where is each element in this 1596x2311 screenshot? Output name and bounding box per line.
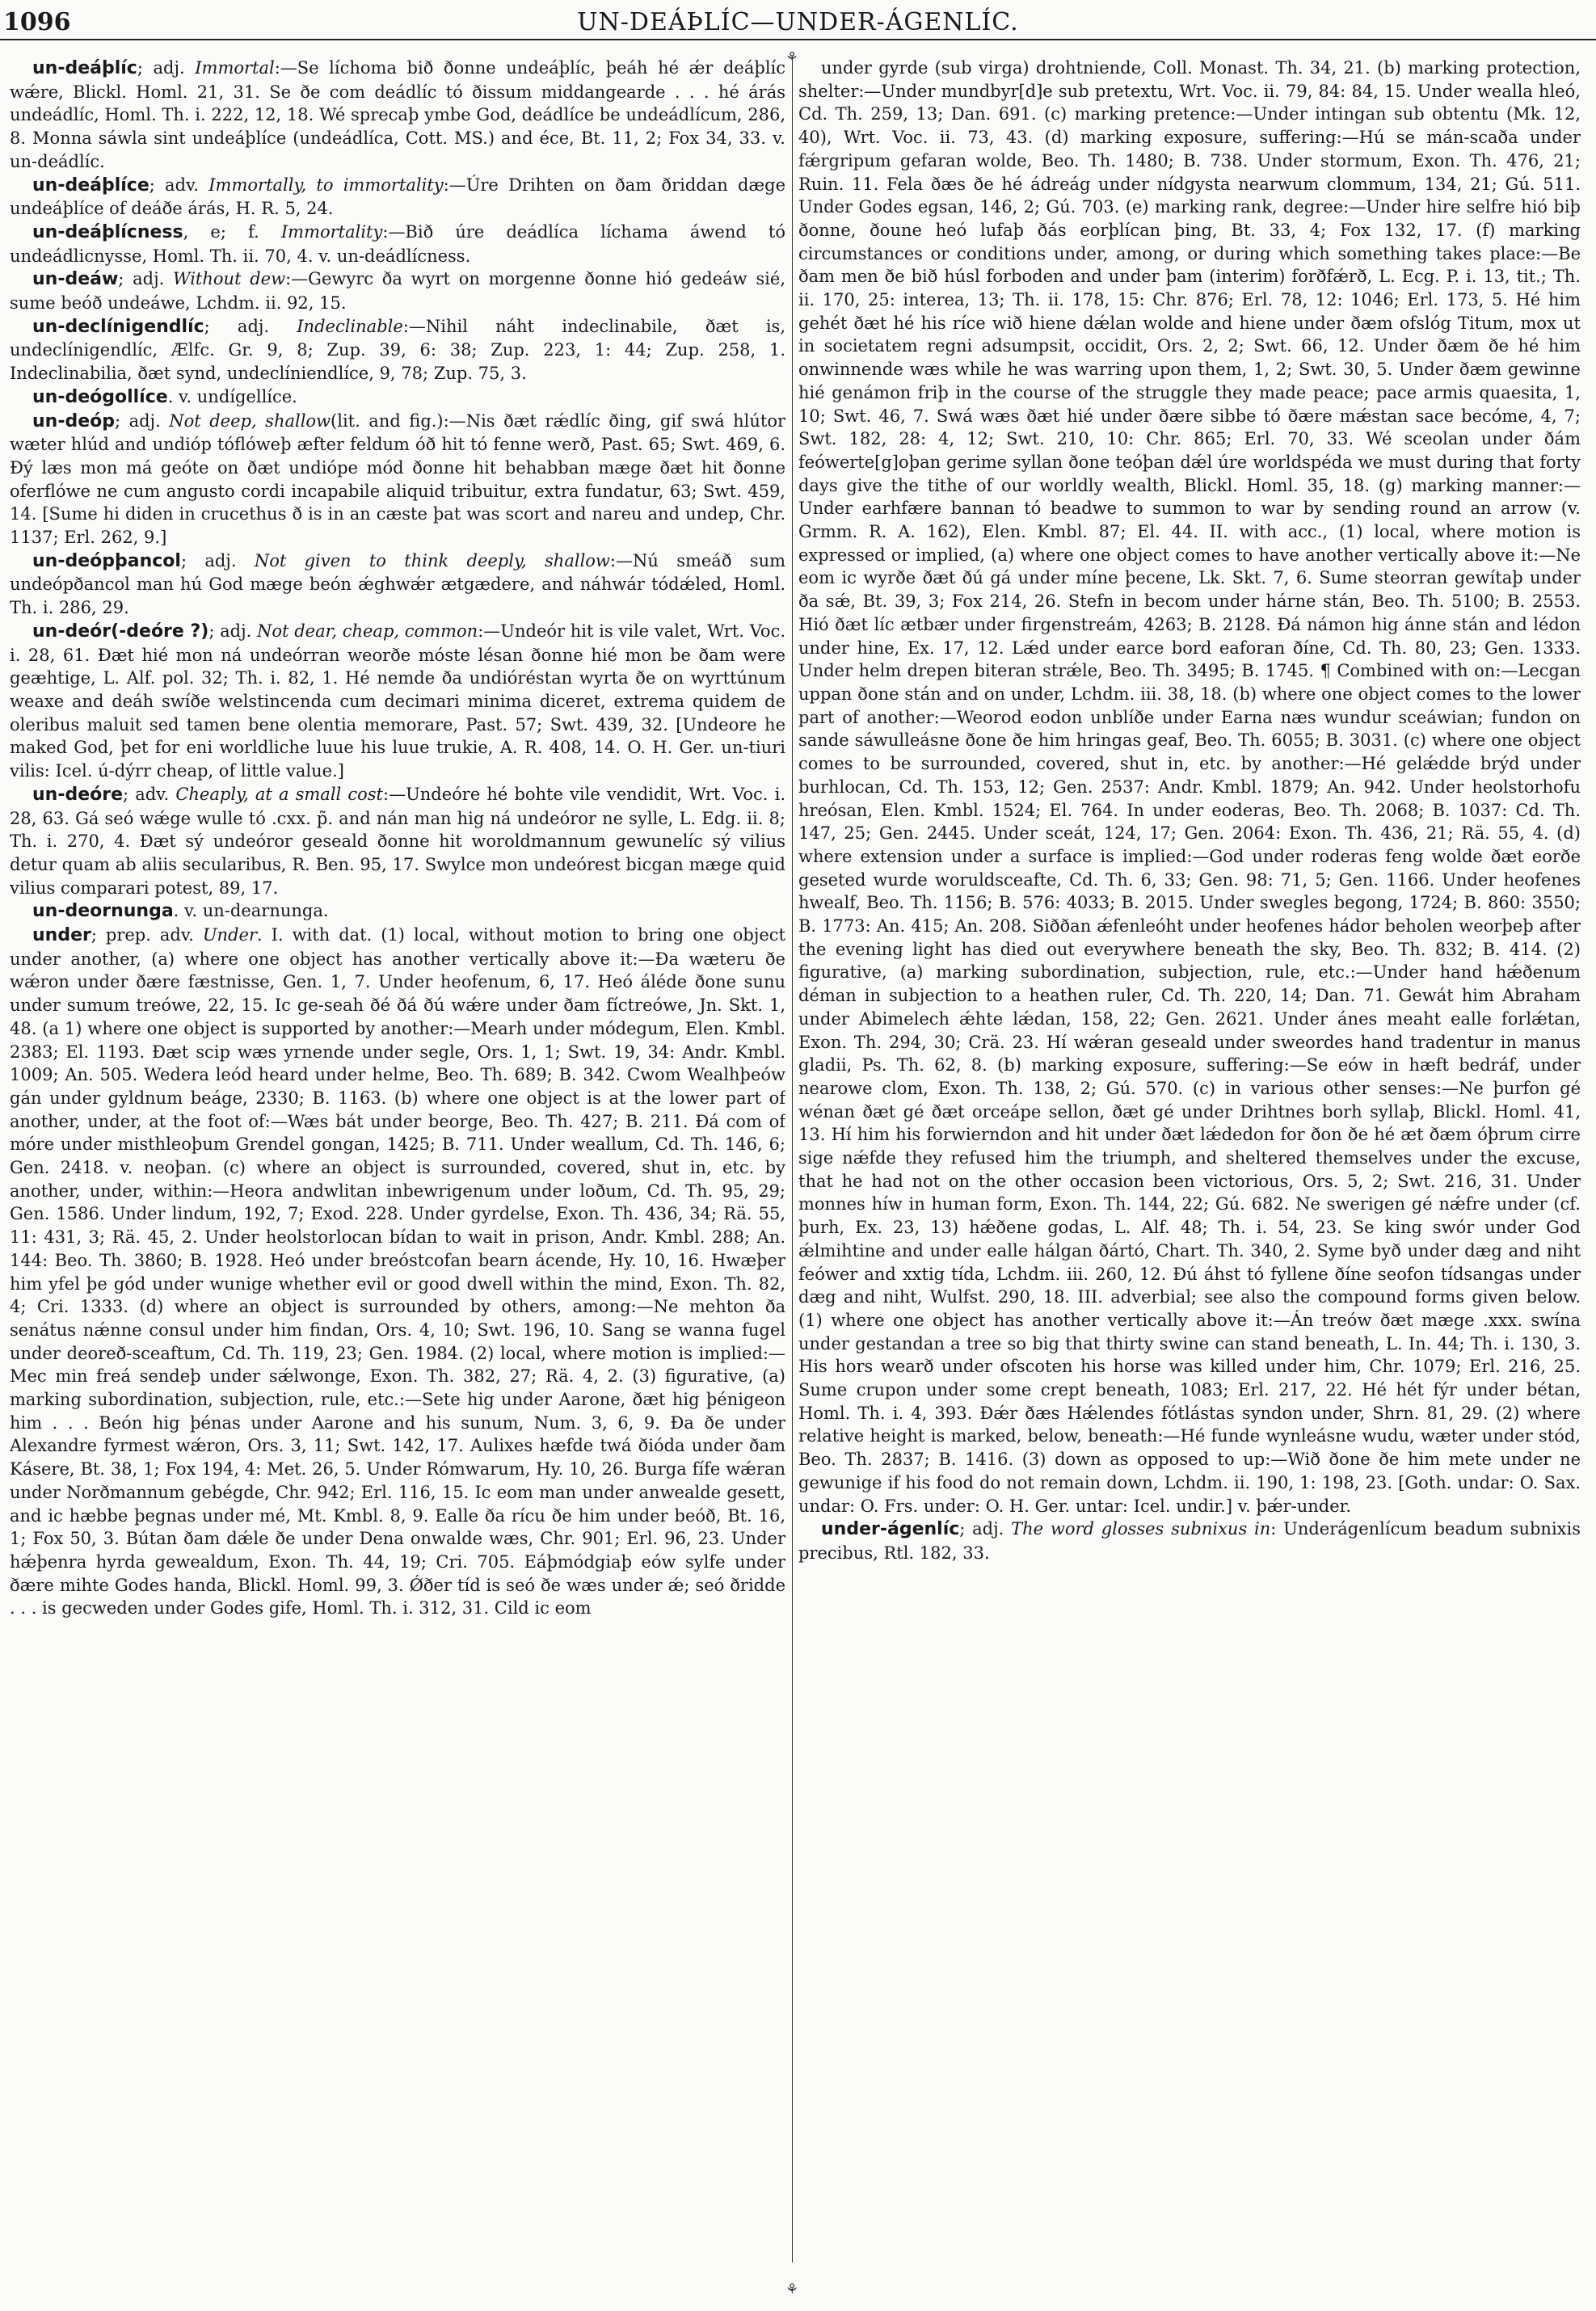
headword: un-deóp <box>32 410 115 431</box>
dictionary-entry <box>10 57 785 174</box>
entry-body: under gyrde (sub virga) drohtniende, Coll. Monast. Th. 34, 21. (b) marking protection, shelter:—Under mundbyr[d]e sub pretextu, Wrt. Voc. ii. 79, 84: 84, 15. Under wealla hleó, Cd. Th. 259, 13; Dan. 691. (c) marking pretence:—Under intingan sub obtentu (Mk. 12, 40), Wrt. Voc. ii. 73, 43. (d) marking exposure, suffering:—Hú se mán-scaða under fǽrgripum gefaran wolde, Beo. Th. 1480; B. 738. Under stormum, Exon. Th. 476, 21; Ruin. 11. Fela ðæs ðe hé ádreág under nídgysta nearwum clommum, 134, 21; Gú. 511. Under Godes egsan, 146, 2; Gú. 703. (e) marking rank, degree:—Under hire selfre hió biþ ðonne, ðoune heó lufaþ ðás eorþlícan þing, Bt. 33, 4; Fox 132, 17. (f) marking circumstances or conditions under, among, or during which something takes place:—Be ðam men ðe bið húsl forboden and under þam (interim) forðfǽrð, L. Ecg. P. i. 13, tit.; Th. ii. 170, 25: interea, 13; Th. ii. 178, 15: Chr. 876; Erl. 78, 12: 1046; Erl. 173, 5. Hé him gehét ðæt hé his ríce wið hiene dǽlan wolde and hiene under ðæm ofslóg Titum, mox ut in societatem regni adsumpsit, occidit, Ors. 2, 2; Swt. 66, 12. Under ðæm ðe hé him onwinnende wæs while he was warring upon them, 1, 2; Swt. 30, 5. Under ðæm gewinne hié genámon friþ in the course of the struggle they made peace; pace armis quaesita, 1, 10; Swt. 46, 7. Swá wæs ðæt hié under ðære sibbe tó ðære mǽstan sace becóme, 4, 7; Swt. 182, 28: 4, 12; Swt. 210, 10: Chr. 865; Erl. 70, 33. Wé sceolan under ðám feówerte[g]oþan gerime syllan ðone teóþan dǽl úre worldspéda we must during that forty days give the tithe of our worldly wealth, Blickl. Homl. 35, 18. (g) marking manner:—Under earhfære bannan tó beadwe to summon to war by sending round an arrow (v. Grmm. R. A. 162), Elen. Kmbl. 87; El. 44. II. with acc., (1) local, where motion is expressed or implied, (a) where one object comes to have another vertically above it:—Ne eom ic wyrðe ðæt ðú gá under míne þecene, Lk. Skt. 7, 6. Sume steorran gewítaþ under ða sǽ, Bt. 39, 3; Fox 214, 26. Stefn in becom under hárne stán, Beo. Th. 5100; B. 2553. Hió ðæt líc ætbær under firgenstreám, 4263; B. 2128. Ðá námon hig ánne stán and lédon under hine, Ex. 17, 12. Lǽd under earce bord eaforan ðíne, Cd. Th. 80, 23; Gen. 1333. Under helm drepen biteran strǽle, Beo. Th. 3495; B. 1745. ¶ Combined with on:—Lecgan uppan ðone stán and on under, Lchdm. iii. 38, 18. (b) where one object comes to the lower part of another:—Weorod eodon unblíðe under Earna næs wundur sceáwian; fundon on sande sáwulleásne ðone ðe him hringas geaf, Beo. Th. 6055; B. 3031. (c) where one object comes to be surrounded, covered, shut in, etc. by another:—Hé gelǽdde brýd under burhlocan, Cd. Th. 153, 12; Gen. 2537: Andr. Kmbl. 1879; An. 942. Under heolstorhofu hreósan, Elen. Kmbl. 1524; El. 764. In under eoderas, Beo. Th. 2068; B. 1037: Cd. Th. 147, 25; Gen. 2445. Under sceát, 124, 17; Gen. 2064: Exon. Th. 436, 21; Rä. 55, 4. (d) where extension under a surface is implied:—God under roderas feng wolde ðæt eorðe geseted wurde woruldsceafte, Cd. Th. 6, 33; Gen. 98: 71, 5; Gen. 1166. Under heofenes hwealf, Beo. Th. 1156; B. 576: 4033; B. 2015. Under swegles begong, 1724; B. 860: 3550; B. 1773: An. 415; An. 208. Siððan ǽfenleóht under heofenes hádor beholen weorþeþ after the evening light has died out everywhere beneath the sky, Beo. Th. 832; B. 414. (2) figurative, (a) marking subordination, subjection, rule, etc.:—Under hand hǽðenum déman in subjection to a heathen ruler, Cd. Th. 220, 14; Dan. 71. Gewát him Abraham under Abimelech ǽhte lǽdan, 158, 22; Gen. 2621. Under ánes meaht ealle forlǽtan, Exon. Th. 294, 30; Crä. 23. Hí wǽran geseald under sweordes hand tradentur in manus gladii, Ps. Th. 62, 8. (b) marking exposure, suffering:—Se eów in hæft bedráf, under nearowe clom, Exon. Th. 138, 2; Gú. 570. (c) in various other senses:—Ne þurfon gé wénan ðæt gé ðæt orceápe sellon, ðæt gé under Drihtnes borh syllaþ, Blickl. Homl. 41, 13. Hí him his forwierndon and hit under ðæt lǽdedon for ðon ðe hé æt ðæm óþrum cirre sige nǽfde they refused him the triumph, and sheltered themselves under the excuse, that he had not on the other occasion been victorious, Ors. 5, 2; Swt. 216, 31. Under monnes híw in human form, Exon. Th. 144, 22; Gú. 682. Ne swerigen gé nǽfre under (cf. þurh, Ex. 23, 13) hǽðene godas, L. Alf. 48; Th. i. 54, 23. Se king swór under God ǽlmihtine and under ealle hálgan ðártó, Chart. Th. 340, 2. Syme byð under dæg and niht feówer and xxtig tída, Lchdm. iii. 260, 12. Ðú áhst tó fyllene ðíne seofon tídsangas under dæg and niht, Wulfst. 290, 18. III. adverbial; see also the compound forms given below. (1) where one object has another vertically above it:—Án treów ðæt mæge .xxx. swína under gestandan a tree so big that thirty swine can stand beneath, L. In. 44; Th. i. 130, 3. His hors wearð under ofscoten his horse was killed under him, Chr. 1079; Erl. 216, 25. Sume crupon under some crept beneath, 1083; Erl. 217, 22. Hé hét fýr under bétan, Homl. Th. i. 4, 393. Ðǽr ðæs Hǽlendes fótlástas syndon under, Shrn. 81, 29. (2) where relative height is marked, below, beneath:—Hé funde wynleásne wudu, wæter under stód, Beo. Th. 2837; B. 1416. (3) down as opposed to up:—Wið ðone ðe him mete under ne gewunige if his food do not remain down, Lchdm. ii. 190, 1: 198, 23. [Goth. undar: O. Sax. undar: O. Frs. under: O. H. Ger. untar: Icel. undir.] v. þǽr-under. <box>798 58 1581 1516</box>
gloss: Immortal <box>195 58 275 78</box>
entry-body: (lit. and fig.):—Nis ðæt rǽdlíc ðing, gif swá hlútor wæter hlúd and undióp tóflóweþ æfter feldum óð hit tó fenne werð, Past. 65; Swt. 469, 6. Ðý læs mon má geóte on ðæt undiópe mód ðonne hit behabban mæge ðæt hit ðonne oferflówe ne cum angusto cordi incapabile aliquid tribuitur, extra fundatur, 63; Swt. 459, 14. [Sume hi diden in crucethus ð is in an cæste þat was scort and nareu and undep, Chr. 1137; Erl. 262, 9.] <box>10 410 785 548</box>
part-of-speech: ; adj. <box>118 269 173 289</box>
page-header <box>0 6 1596 40</box>
column-ornament-top-icon: ⚘ <box>785 49 799 66</box>
gloss: The word glosses subnixus in <box>1011 1519 1271 1539</box>
part-of-speech: ; adj. <box>115 410 170 431</box>
dictionary-entry <box>10 410 785 549</box>
gloss: Not dear, cheap, common <box>257 621 478 641</box>
part-of-speech: ; adv. <box>123 784 176 804</box>
left-column <box>10 57 785 2295</box>
headword: un-deópþancol <box>32 550 181 571</box>
gloss: Indeclinable <box>297 316 403 336</box>
dictionary-entry <box>10 783 785 900</box>
dictionary-entry <box>10 620 785 783</box>
part-of-speech: ; prep. adv. <box>91 925 203 945</box>
entry-body: :—Undeóre hé bohte vile vendidit, Wrt. Voc. i. 28, 63. Gá seó wǽge wulle tó .cxx. p̃. and nán man hig ná undeóror ne sylle, L. Edg. ii. 8; Th. i. 270, 4. Ðæt sý undeóror geseald ðonne hit woroldmannum gewunelíc sý vilius detur quam ab aliis secularibus, R. Ben. 95, 17. Swylce mon undeórest bicgan mæge quid vilius comparari potest, 89, 17. <box>10 784 785 898</box>
entry-body: v. un-dearnunga. <box>184 901 329 921</box>
part-of-speech: ; adj. <box>180 550 255 570</box>
gloss: Immortality <box>280 221 383 242</box>
column-divider <box>792 57 793 2263</box>
dictionary-entry <box>798 57 1581 1518</box>
running-head: UN-DEÁÞLÍC—UNDER-ÁGENLÍC. <box>577 8 1019 36</box>
headword: un-deógollíce <box>32 386 168 407</box>
headword: under <box>32 925 91 946</box>
entry-body: :—Undeór hit is vile valet, Wrt. Voc. i. 28, 61. Ðæt hié mon ná undeórran weorðe móste lésan ðonne hié mon be ðam were geæhtige, L. Alf. pol. 32; Th. i. 82, 1. Hé nemde ða undióréstan wyrta ðe on wyrttúnum weaxe and deáh swíðe welstincenda cum decimari minima diceret, extrema quidem de oleribus maluit sed tamen bene olentia memorare, Past. 57; Swt. 439, 32. [Undeore he maked God, þet for eni worldliche luue his luue trukie, A. R. 408, 14. O. H. Ger. un-tiuri vilis: Icel. ú-dýrr cheap, of little value.] <box>10 621 785 781</box>
headword: un-deáþlíc <box>32 58 137 78</box>
dictionary-entry <box>10 385 785 410</box>
dictionary-entry <box>10 315 785 385</box>
part-of-speech: , e; f. <box>183 221 281 242</box>
gloss: Not deep, shallow <box>169 410 331 431</box>
dictionary-entry <box>10 221 785 267</box>
part-of-speech: . <box>167 386 179 406</box>
entry-body: :—Gewyrc ða wyrt on morgenne ðonne hió gedeáw sié, sume beóð undeáwe, Lchdm. ii. 92, 15. <box>10 269 785 314</box>
gloss: Not given to think deeply, shallow <box>254 550 610 570</box>
headword: un-deornunga <box>32 901 174 922</box>
gloss: Immortally, to immortality <box>208 175 444 195</box>
gloss: Under <box>202 925 257 945</box>
headword: un-deáw <box>32 269 119 290</box>
headword: un-deóre <box>32 784 124 805</box>
gloss: Without dew <box>173 269 286 289</box>
headword: un-declínigendlíc <box>32 316 204 337</box>
dictionary-entry <box>10 899 785 924</box>
page-number: 1096 <box>3 8 71 36</box>
part-of-speech: ; adj. <box>959 1519 1012 1539</box>
entry-body: :—Nú smeáð sum undeópðancol man hú God mæge beón ǽghwǽr ætgædere, and náhwár tódǽled, Homl. Th. i. 286, 29. <box>10 550 785 618</box>
headword: under-ágenlíc <box>821 1519 960 1540</box>
gloss: Cheaply, at a small cost <box>175 784 383 804</box>
part-of-speech: . <box>173 901 185 921</box>
entry-body: : Underágenlícum beadum subnixis precibus, Rtl. 182, 33. <box>798 1519 1581 1563</box>
headword: un-deáþlíce <box>32 175 149 196</box>
entry-body: v. undígellíce. <box>179 386 297 406</box>
entry-body: :—Bið úre deádlíca líchama áwend tó undeádlicnysse, Homl. Th. ii. 70, 4. v. un-deádlícness. <box>10 221 785 266</box>
headword: un-deór(-deóre ?) <box>32 621 209 642</box>
entry-body: :—Nihil náht indeclinabile, ðæt is, undeclínigendlíc, Ælfc. Gr. 9, 8; Zup. 39, 6: 38; Zup. 223, 1: 44; Zup. 258, 1. Indeclinabilia, ðæt synd, undeclíniendlíce, 9, 78; Zup. 75, 3. <box>10 316 785 384</box>
right-column <box>798 57 1581 2295</box>
part-of-speech: ; adv. <box>149 175 209 195</box>
headword: un-deáþlícness <box>32 221 183 242</box>
part-of-speech: ; adj. <box>208 621 258 641</box>
dictionary-entry <box>10 924 785 1620</box>
entry-body: . I. with dat. (1) local, without motion to bring one object under another, (a) where one object has another vertically above it:—Ða wæteru ðe wǽron under ðære fæstnisse, Gen. 1, 7. Under heofenum, 6, 17. Heó áléde ðone sunu under sumum treówe, 22, 15. Ic ge-seah ðé ðá ðú wǽre under ðam fíctreówe, Jn. Skt. 1, 48. (a 1) where one object is supported by another:—Mearh under módegum, Elen. Kmbl. 2383; El. 1193. Ðæt scip wæs yrnende under segle, Ors. 1, 1; Swt. 19, 34: Andr. Kmbl. 1009; An. 505. Wedera leód heard under helme, Beo. Th. 689; B. 342. Cwom Wealhþeów gán under gyldnum beáge, 2330; B. 1163. (b) where one object is at the lower part of another, under, at the foot of:—Wæs bát under beorge, Beo. Th. 427; B. 211. Ðá com of móre under misthleoþum Grendel gongan, 1425; B. 711. Under weallum, Cd. Th. 146, 6; Gen. 2418. v. neoþan. (c) where an object is surrounded, covered, shut in, etc. by another, under, within:—Heora andwlitan inbewrigenum under loðum, Cd. Th. 95, 29; Gen. 1586. Under lindum, 192, 7; Exod. 228. Under gyrdelse, Exon. Th. 436, 34; Rä. 55, 11: 431, 3; Rä. 45, 2. Under heolstorlocan bídan to wait in prison, Andr. Kmbl. 288; An. 144: Beo. Th. 3860; B. 1928. Heó under breóstcofan bearn ácende, Hy. 10, 16. Hwæþer him yfel þe gód under wunige whether evil or good dwell within the mind, Exon. Th. 82, 4; Cri. 1333. (d) where an object is surrounded by others, among:—Ne mehton ða senátus nǽnne consul under him findan, Ors. 4, 10; Swt. 196, 10. Sang se wanna fugel under deoreð-sceaftum, Cd. Th. 119, 23; Gen. 1984. (2) local, where motion is implied:—Mec min freá sendeþ under sǽlwonge, Exon. Th. 382, 27; Rä. 4, 2. (3) figurative, (a) marking subordination, subjection, rule, etc.:—Sete hig under Aarone, ðæt hig þénigeon him . . . Beón hig þénas under Aarone and his sunum, Num. 3, 6, 9. Ða ðe under Alexandre fyrmest wǽron, Ors. 3, 11; Swt. 142, 17. Aulixes hæfde twá ðióda under ðam Kásere, Bt. 38, 1; Fox 194, 4: Met. 26, 5. Under Rómwarum, Hy. 10, 26. Burga fífe wǽran under Norðmannum gebégde, Chr. 942; Erl. 116, 15. Ic eom man under anwealde gesett, and ic hæbbe þegnas under mé, Mt. Kmbl. 8, 9. Ealle ða rícu ðe him under beóð, Bt. 16, 1; Fox 50, 3. Bútan ðam dǽle ðe under Dena onwalde wæs, Chr. 901; Erl. 96, 23. Under hǽþenra hyrda gewealdum, Exon. Th. 44, 19; Cri. 705. Eáþmódgiaþ eów sylfe under ðære mihte Godes handa, Blickl. Homl. 99, 3. Ǿðer tíd is seó ðe wæs under ǽ; seó ðridde . . . is gecweden under Godes gife, Homl. Th. i. 312, 31. Cild ic eom <box>10 925 785 1619</box>
entry-body: :—Úre Drihten on ðam ðriddan dæge undeáþlíce of deáðe árás, H. R. 5, 24. <box>10 175 785 219</box>
dictionary-entry <box>10 267 785 314</box>
dictionary-entry <box>10 549 785 620</box>
dictionary-entry <box>798 1518 1581 1564</box>
dictionary-entry <box>10 174 785 221</box>
part-of-speech: ; adj. <box>204 316 297 336</box>
entry-body: :—Se líchoma bið ðonne undeáþlíc, þeáh hé ǽr deáþlíc wǽre, Blickl. Homl. 21, 31. Se ðe com deádlíc tó ðissum middangearde . . . hé árás undeádlíc, Homl. Th. i. 222, 12, 18. Wé sprecaþ ymbe God, deádlíce be undeádlícum, 286, 8. Monna sáwla sint undeáþlíce (undeádlíca, Cott. MS.) and éce, Bt. 11, 2; Fox 34, 33. v. un-deádlíc. <box>10 58 785 171</box>
part-of-speech: ; adj. <box>137 58 196 78</box>
column-ornament-bottom-icon: ⚘ <box>785 2281 799 2298</box>
